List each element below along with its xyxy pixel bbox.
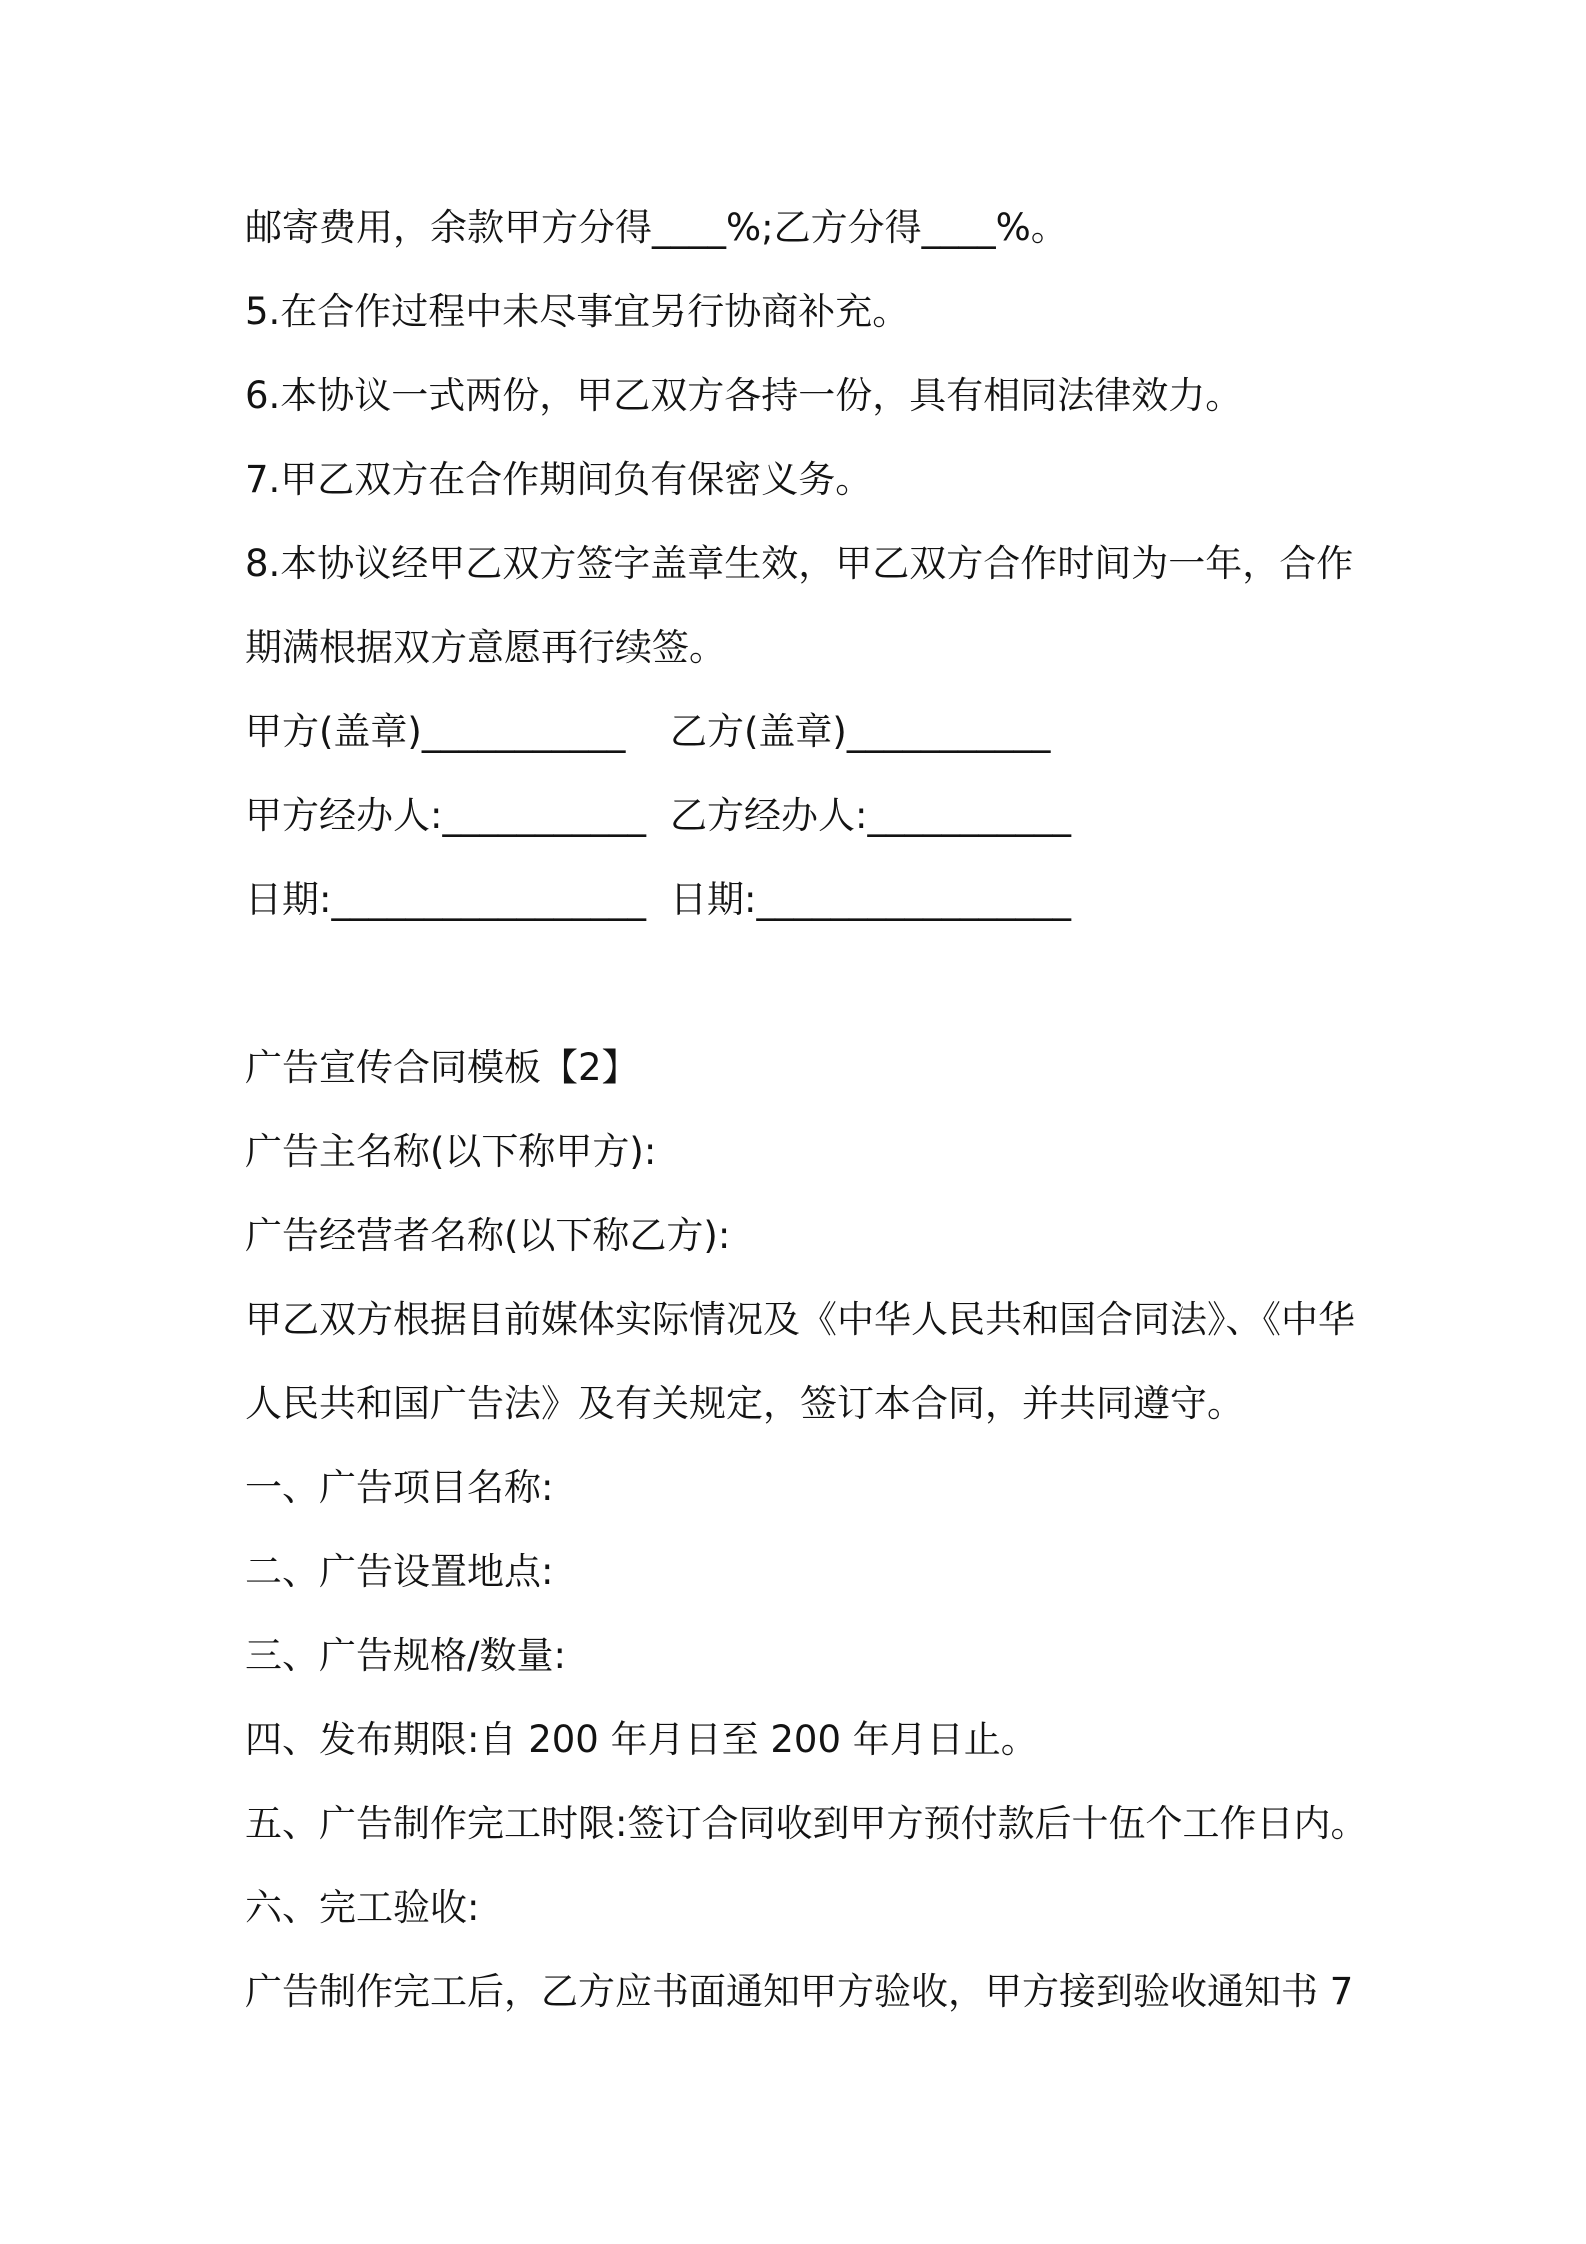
- advertiser-name-line: 广告主名称(以下称甲方):: [245, 1130, 657, 1173]
- acceptance-paragraph-line: 广告制作完工后，乙方应书面通知甲方验收，甲方接到验收通知书 7: [245, 1970, 1354, 2013]
- item-publish-period: 四、发布期限:自 200 年月日至 200 年月日止。: [245, 1718, 1038, 1761]
- document-body: [245, 186, 1495, 2034]
- clause-5: 5.在合作过程中未尽事宜另行协商补充。: [245, 290, 910, 333]
- clause-7: 7.甲乙双方在合作期间负有保密义务。: [245, 458, 873, 501]
- party-b-agent-field: 乙方经办人:___________: [670, 794, 1071, 837]
- party-a-agent-field: 甲方经办人:___________: [245, 794, 646, 837]
- item-completion-deadline: 五、广告制作完工时限:签订合同收到甲方预付款后十伍个工作日内。: [245, 1802, 1368, 1845]
- clause-6: 6.本协议一式两份，甲乙双方各持一份，具有相同法律效力。: [245, 374, 1243, 417]
- item-location: 二、广告设置地点:: [245, 1550, 554, 1593]
- clause-8: 8.本协议经甲乙双方签字盖章生效，甲乙双方合作时间为一年，合作: [245, 542, 1354, 585]
- signature-row-date: [245, 858, 1495, 942]
- section-heading: 广告宣传合同模板【2】: [245, 1046, 639, 1089]
- party-b-seal-field: 乙方(盖章)___________: [670, 710, 1051, 753]
- party-b-date-field: 日期:_________________: [670, 878, 1071, 921]
- operator-name-line: 广告经营者名称(以下称乙方):: [245, 1214, 731, 1257]
- clause-8-continued: 期满根据双方意愿再行续签。: [245, 626, 726, 669]
- item-acceptance: 六、完工验收:: [245, 1886, 480, 1929]
- item-spec-quantity: 三、广告规格/数量:: [245, 1634, 566, 1677]
- preamble-line-continued: 人民共和国广告法》及有关规定，签订本合同，并共同遵守。: [245, 1382, 1244, 1425]
- item-project-name: 一、广告项目名称:: [245, 1466, 554, 1509]
- party-a-seal-field: 甲方(盖章)___________: [245, 710, 626, 753]
- paragraph-line: 邮寄费用，余款甲方分得____%;乙方分得____%。: [245, 206, 1068, 249]
- section-gap: [245, 942, 1495, 1026]
- preamble-line: 甲乙双方根据目前媒体实际情况及《中华人民共和国合同法》、《中华: [245, 1298, 1355, 1341]
- signature-row-seal: [245, 690, 1495, 774]
- signature-row-agent: [245, 774, 1495, 858]
- party-a-date-field: 日期:_________________: [245, 878, 646, 921]
